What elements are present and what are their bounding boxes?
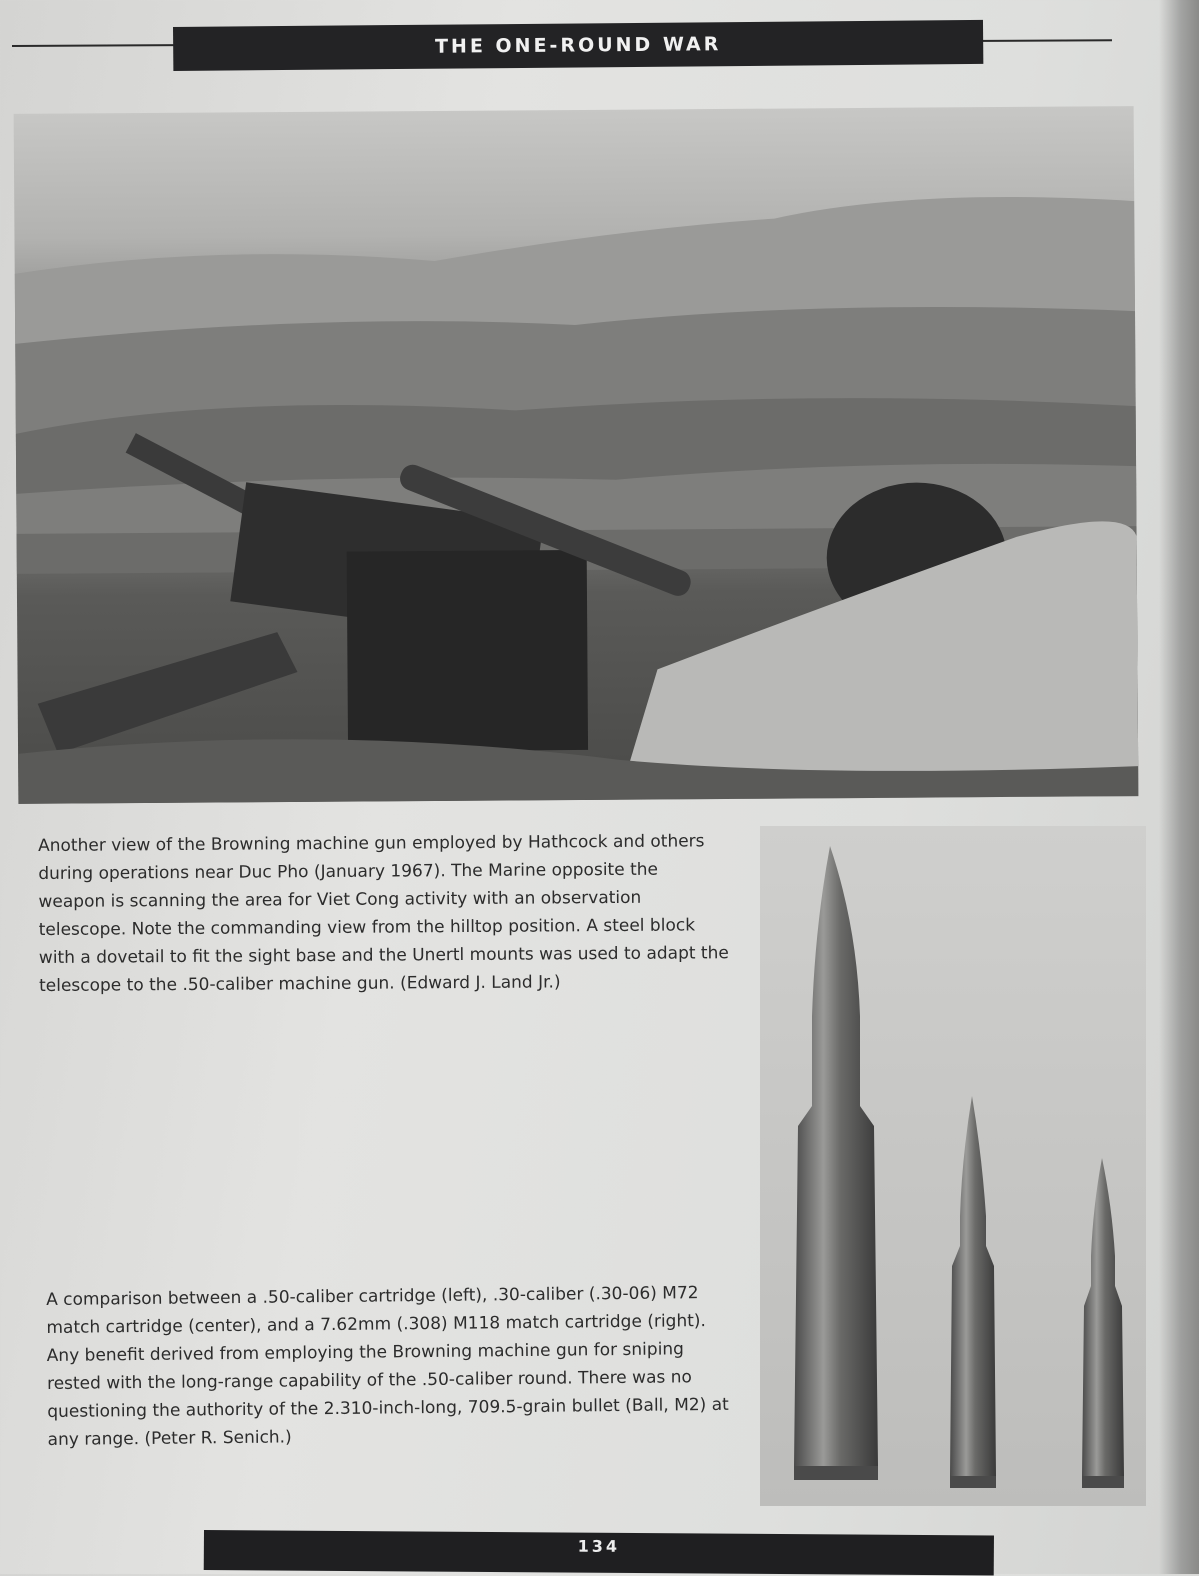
- machine-gun-photo-illustration: [14, 106, 1139, 804]
- top-photo-caption: Another view of the Browning machine gun employed by Hathcock and others during operations near Duc Pho (January 1967). The Marine opposite the weapon is scanning the area for Viet Cong activity with an observation telescope. Note the commanding view from the hilltop position. A steel block with a dovetail to fit the sight base and the Unertl mounts was used to adapt the telescope to the .50-caliber machine gun. (Edward J. Land Jr.): [38, 831, 729, 996]
- page-edge-shadow: [1159, 0, 1199, 1574]
- cartridge-photo-caption: A comparison between a .50-caliber cartridge (left), .30-caliber (.30-06) M72 match cartridge (center), and a 7.62mm (.308) M118 match cartridge (right). Any benefit derived from employing the Browning machine gun for sniping rested with the long-range capability of the .50-caliber round. There was no questioning the authority of the 2.310-inch-long, 709.5-grain bullet (Ball, M2) at any range. (Peter R. Senich.): [46, 1283, 729, 1450]
- page-number: 134: [577, 1536, 621, 1556]
- cartridge-illustration: [760, 826, 1146, 1506]
- page-footer: [204, 1530, 994, 1576]
- machine-gun-photo: [14, 106, 1139, 804]
- header-title: THE ONE-ROUND WAR: [434, 33, 722, 58]
- running-header: [173, 20, 983, 71]
- cartridge-comparison-photo: [760, 826, 1146, 1506]
